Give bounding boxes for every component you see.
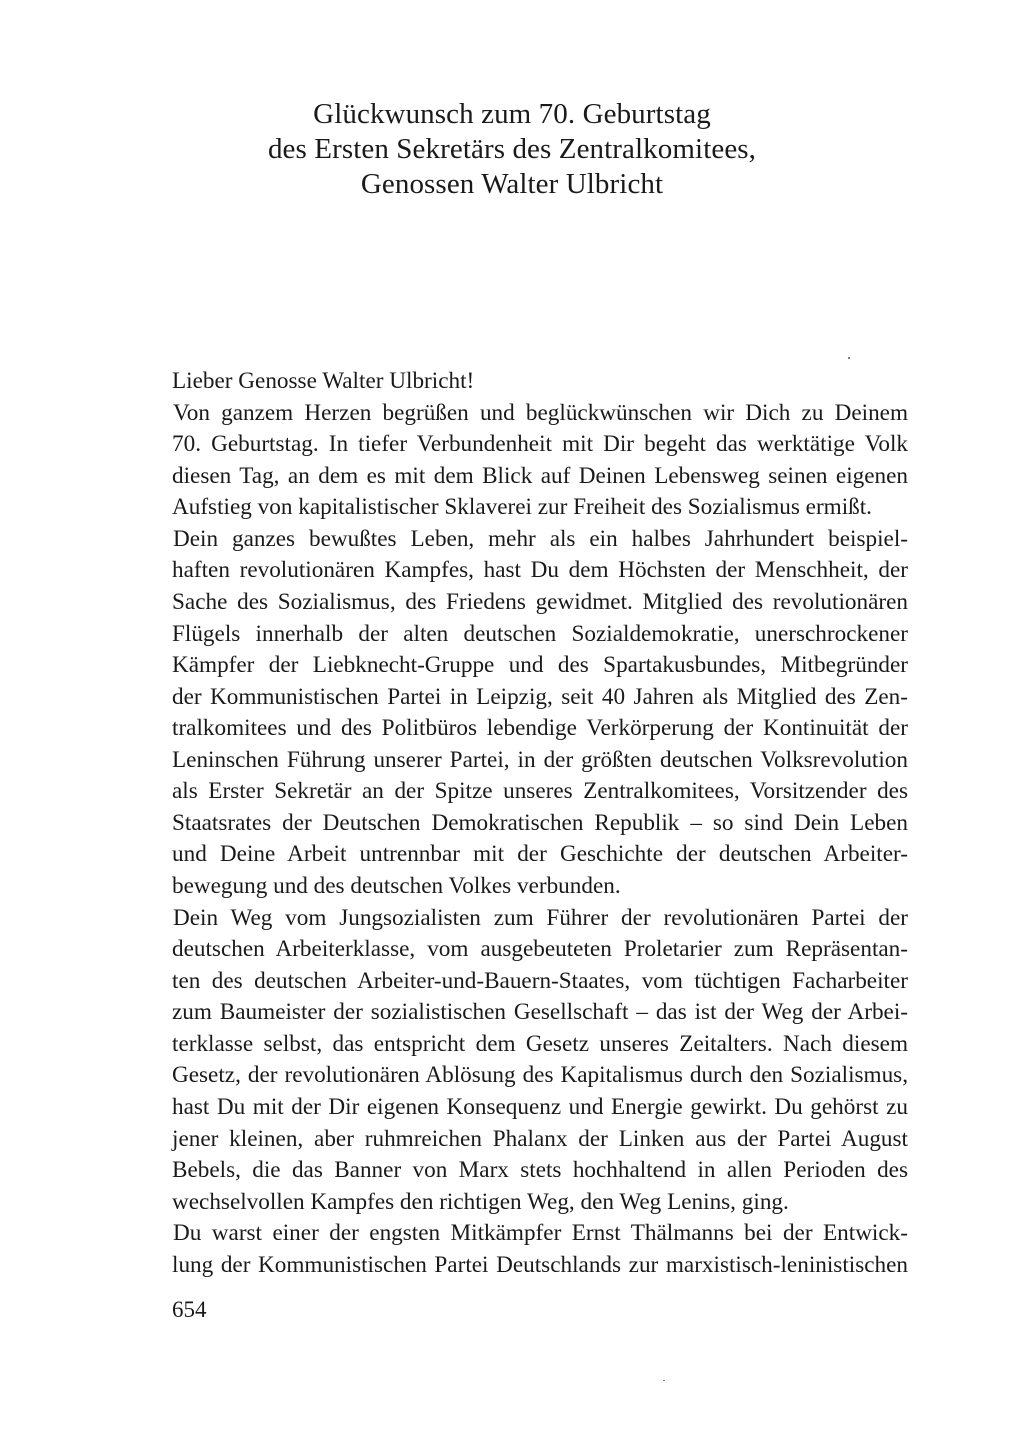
text-line: Lieber Genosse Walter Ulbricht!	[172, 368, 475, 394]
title-line: Genossen Walter Ulbricht	[360, 168, 664, 200]
text-line: Bebels, die das Banner von Marx stets hochhaltend in allen Perioden des	[172, 1157, 908, 1184]
text-line: diesen Tag, an dem es mit dem Blick auf Deinen Lebensweg seinen eigenen	[172, 462, 908, 489]
paragraph	[172, 1218, 908, 1281]
text-line: Dein Weg vom Jungsozialisten zum Führer der revolutionären Partei der	[173, 904, 908, 931]
text-line: 70. Geburtstag. In tiefer Verbundenheit mit Dir begeht das werktätige Volk	[172, 431, 908, 458]
paragraph	[172, 524, 908, 903]
text-line: Sache des Sozialismus, des Friedens gewidmet. Mitglied des revolutionären	[172, 588, 908, 615]
text-line: lung der Kommunistischen Partei Deutschlands zur marxistisch-leninistischen	[172, 1251, 908, 1278]
paragraph	[172, 398, 908, 524]
text-line: bewegung und des deutschen Volkes verbunden.	[172, 873, 621, 899]
text-line: terklasse selbst, das entspricht dem Gesetz unseres Zeitalters. Nach diesem	[172, 1030, 908, 1057]
title-line: Glückwunsch zum 70. Geburtstag	[313, 98, 711, 130]
page-title	[0, 97, 1024, 202]
text-line: zum Baumeister der sozialistischen Gesellschaft – das ist der Weg der Arbei-	[172, 999, 908, 1026]
scan-speck	[663, 1380, 665, 1381]
text-line: Flügels innerhalb der alten deutschen Sozialdemokratie, unerschrockener	[172, 620, 908, 647]
text-line: der Kommunistischen Partei in Leipzig, seit 40 Jahren als Mitglied des Zen-	[172, 683, 908, 710]
text-line: und Deine Arbeit untrennbar mit der Geschichte der deutschen Arbeiter-	[172, 841, 908, 868]
text-line: Aufstieg von kapitalistischer Sklaverei zur Freiheit des Sozialismus ermißt.	[172, 494, 872, 521]
text-line: Von ganzem Herzen begrüßen und beglückwünschen wir Dich zu Deinem	[173, 399, 908, 426]
page-number: 654	[172, 1297, 207, 1322]
text-line: wechselvollen Kampfes den richtigen Weg, den Weg Lenins, ging.	[172, 1188, 789, 1215]
salutation	[172, 366, 908, 398]
text-line: Leninschen Führung unserer Partei, in der größten deutschen Volksrevolution	[172, 746, 908, 773]
paragraph	[172, 903, 908, 1219]
text-line: Staatsrates der Deutschen Demokratischen Republik – so sind Dein Leben	[172, 809, 908, 836]
text-line: ten des deutschen Arbeiter-und-Bauern-Staates, vom tüchtigen Facharbeiter	[172, 967, 908, 994]
scan-speck	[848, 357, 850, 359]
text-line: jener kleinen, aber ruhmreichen Phalanx der Linken aus der Partei August	[172, 1125, 908, 1152]
text-line: tralkomitees und des Politbüros lebendige Verkörperung der Kontinuität der	[172, 715, 908, 742]
text-line: Kämpfer der Liebknecht-Gruppe und des Spartakusbundes, Mitbegründer	[172, 652, 908, 679]
text-line: hast Du mit der Dir eigenen Konsequenz und Energie gewirkt. Du gehörst zu	[172, 1093, 908, 1120]
text-line: haften revolutionären Kampfes, hast Du dem Höchsten der Menschheit, der	[172, 557, 908, 584]
letter-body	[172, 366, 908, 1281]
text-line: Dein ganzes bewußtes Leben, mehr als ein halbes Jahrhundert beispiel-	[173, 525, 908, 552]
text-line: deutschen Arbeiterklasse, vom ausgebeuteten Proletarier zum Repräsentan-	[172, 936, 908, 963]
title-line: des Ersten Sekretärs des Zentralkomitees,	[267, 133, 757, 165]
text-line: Gesetz, der revolutionären Ablösung des Kapitalismus durch den Sozialismus,	[172, 1062, 908, 1089]
text-line: als Erster Sekretär an der Spitze unseres Zentralkomitees, Vorsitzender des	[172, 778, 908, 805]
text-line: Du warst einer der engsten Mitkämpfer Ernst Thälmanns bei der Entwick-	[173, 1220, 908, 1247]
